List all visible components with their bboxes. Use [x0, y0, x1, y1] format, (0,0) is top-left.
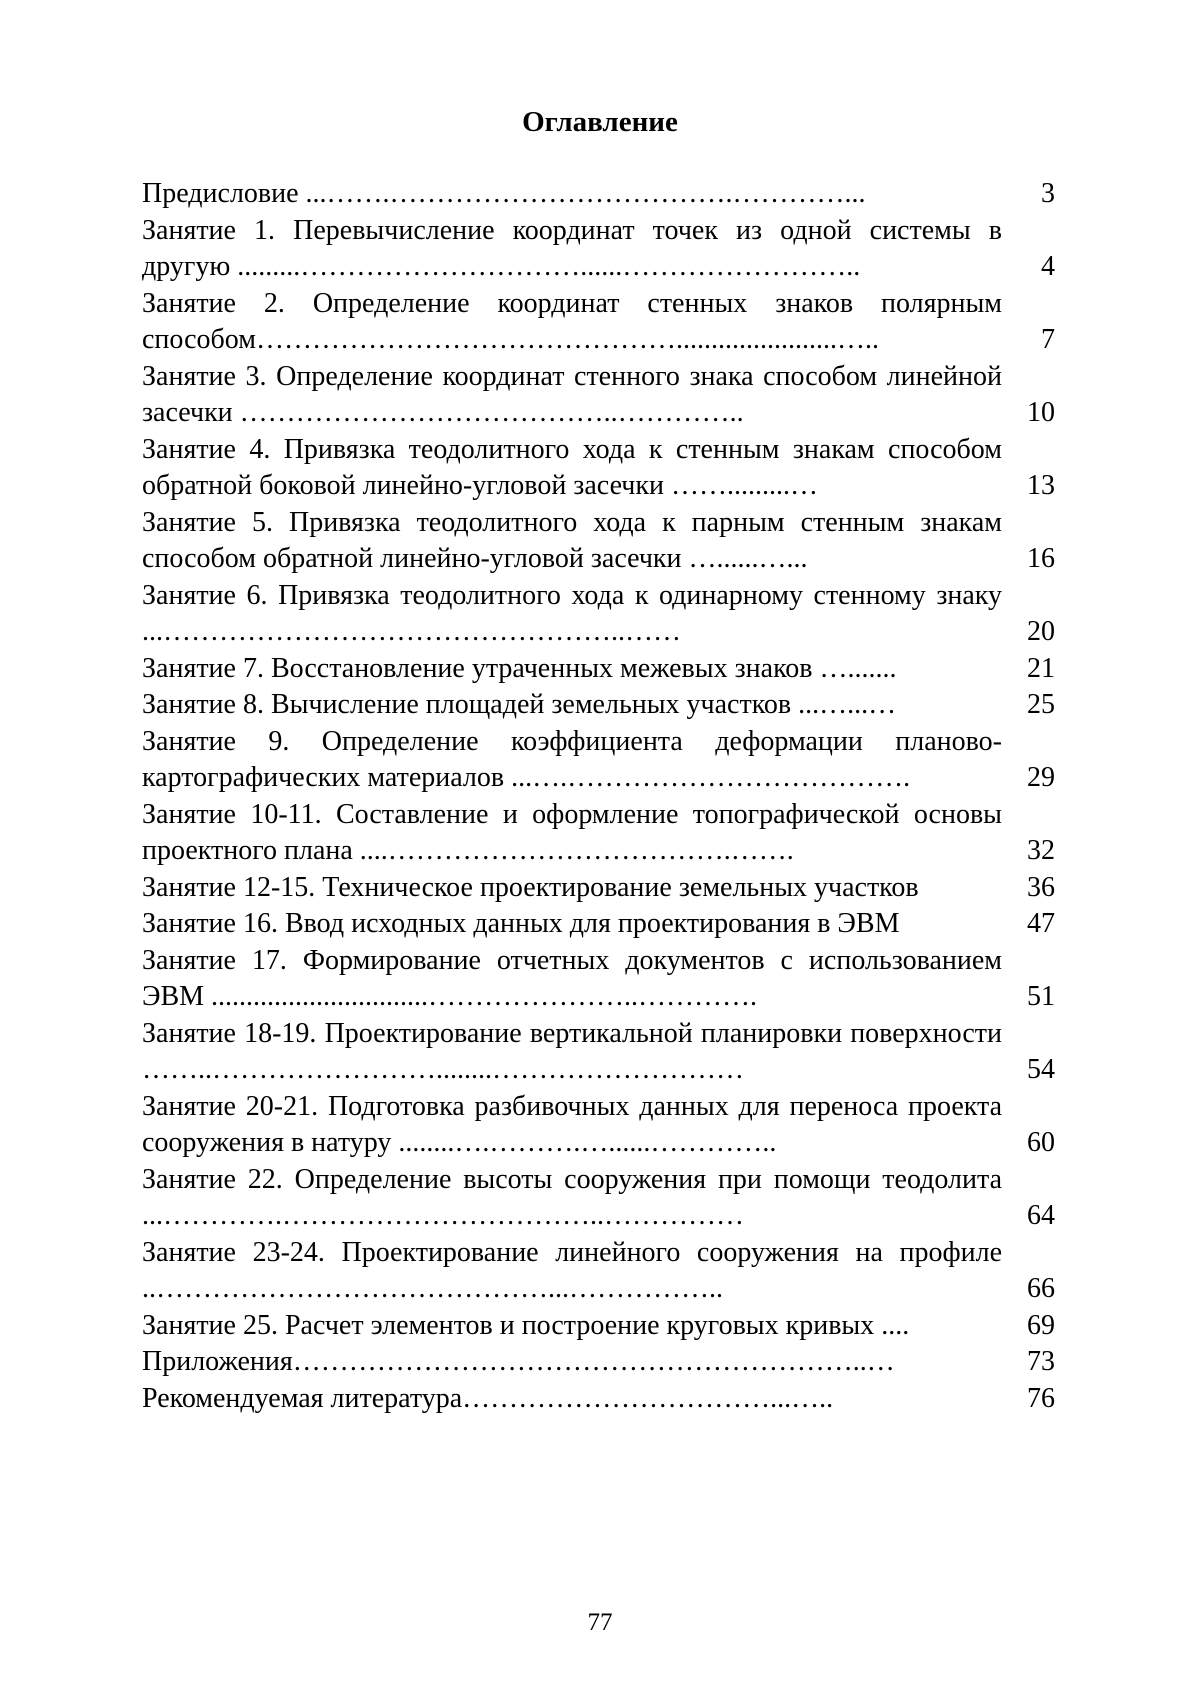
toc-entry-text: Занятие 7. Восстановление утраченных межевых знаков …....... — [142, 652, 897, 684]
toc-entry-text: Занятие 8. Вычисление площадей земельных участков ...…...… — [142, 689, 897, 720]
toc-entry-text: Занятие 6. Привязка теодолитного хода к одинарному стенному знаку ...…………………………………………..…… — [142, 579, 1002, 647]
toc-entry-page: 13 — [1027, 470, 1055, 501]
toc-entry-lesson-20-21 — [142, 1089, 1055, 1162]
toc-entry-lesson-6 — [142, 578, 1055, 651]
toc-entry-lesson-25 — [142, 1308, 1055, 1345]
toc-entry-lesson-9 — [142, 724, 1055, 797]
toc-entry-page: 66 — [1027, 1273, 1055, 1304]
toc-entry-page: 69 — [1027, 1309, 1055, 1341]
toc-entry-page: 10 — [1027, 397, 1055, 428]
toc-entry-text: Занятие 23-24. Проектирование линейного сооружения на профиле ..……………………………………...…………….. — [142, 1236, 1002, 1304]
toc-entry-lesson-23-24 — [142, 1235, 1055, 1308]
toc-entry-page: 54 — [1027, 1054, 1055, 1085]
page-title: Оглавление — [522, 106, 678, 138]
toc-entry-appendices — [142, 1344, 1055, 1381]
toc-entry-text: Приложения……………………………………………………..… — [142, 1346, 895, 1377]
toc-entry-page: 60 — [1027, 1127, 1055, 1158]
toc-entry-text: Занятие 12-15. Техническое проектирование земельных участков — [142, 871, 919, 903]
toc-entry-lesson-18-19 — [142, 1016, 1055, 1089]
toc-entry-page: 3 — [1041, 178, 1055, 209]
toc-entry-text: Занятие 5. Привязка теодолитного хода к парным стенным знакам способом обратной линейно-угловой засечки …......…... — [142, 506, 1002, 574]
toc-entry-page: 25 — [1027, 689, 1055, 720]
toc-entry-lesson-4 — [142, 432, 1055, 505]
table-of-contents — [142, 176, 1055, 1417]
toc-entry-page: 73 — [1027, 1346, 1055, 1377]
toc-entry-lesson-10-11 — [142, 797, 1055, 870]
toc-entry-page: 20 — [1027, 616, 1055, 647]
toc-entry-text: Занятие 9. Определение коэффициента деформации планово-картографических материалов ...….………………………………. — [142, 725, 1002, 793]
toc-entry-text: Рекомендуемая литература……………………………...….. — [142, 1382, 834, 1414]
toc-entry-lesson-7 — [142, 651, 1055, 688]
toc-entry-literature — [142, 1381, 1055, 1418]
toc-entry-text: Занятие 3. Определение координат стенного знака способом линейной засечки …………………………………..………….. — [142, 360, 1002, 428]
toc-entry-page: 51 — [1027, 981, 1055, 1012]
toc-entry-lesson-5 — [142, 505, 1055, 578]
toc-entry-page: 7 — [1041, 324, 1055, 355]
toc-entry-lesson-12-15 — [142, 870, 1055, 907]
toc-entry-text: Занятие 18-19. Проектирование вертикальной планировки поверхности ……..……………………........……………………… — [142, 1017, 1002, 1085]
toc-entry-text: Занятие 4. Привязка теодолитного хода к стенным знакам способом обратной боковой линейно-угловой засечки …….........… — [142, 433, 1002, 501]
toc-entry-page: 64 — [1027, 1200, 1055, 1231]
toc-entry-text: Занятие 22. Определение высоты сооружения при помощи теодолита ...………….……………………………..…………… — [142, 1163, 1002, 1231]
toc-entry-page: 47 — [1027, 908, 1055, 939]
toc-entry-lesson-16 — [142, 906, 1055, 943]
toc-entry-text: Занятие 2. Определение координат стенных знаков полярным способом……………………………………….......................….. — [142, 287, 1002, 355]
toc-entry-page: 4 — [1041, 251, 1055, 282]
toc-entry-preface — [142, 176, 1055, 213]
toc-entry-text: Занятие 25. Расчет элементов и построение круговых кривых .... — [142, 1309, 910, 1341]
toc-entry-text: Занятие 16. Ввод исходных данных для проектирования в ЭВМ — [142, 908, 900, 939]
toc-entry-text: Занятие 10-11. Составление и оформление топографической основы проектного плана ....……………………………….……. — [142, 798, 1002, 866]
toc-entry-lesson-2 — [142, 286, 1055, 359]
toc-entry-page: 32 — [1027, 835, 1055, 866]
toc-entry-lesson-3 — [142, 359, 1055, 432]
page-number: 77 — [587, 1609, 613, 1636]
toc-entry-page: 36 — [1027, 871, 1055, 903]
toc-entry-text: Занятие 17. Формирование отчетных документов с использованием ЭВМ ...............................…………………..…………. — [142, 944, 1002, 1012]
toc-entry-lesson-8 — [142, 687, 1055, 724]
toc-entry-text: Занятие 1. Перевычисление координат точек из одной системы в другую .........…………………………......…………………….. — [142, 214, 1002, 282]
toc-entry-page: 16 — [1027, 543, 1055, 574]
toc-entry-page: 29 — [1027, 762, 1055, 793]
toc-entry-page: 76 — [1027, 1382, 1055, 1414]
toc-entry-page: 21 — [1027, 652, 1055, 684]
toc-entry-lesson-17 — [142, 943, 1055, 1016]
toc-entry-text: Предисловие ...…….……………………………….…………... — [142, 178, 866, 209]
toc-entry-text: Занятие 20-21. Подготовка разбивочных данных для переноса проекта сооружения в натуру ........….……….…......………….. — [142, 1090, 1002, 1158]
toc-entry-lesson-1 — [142, 213, 1055, 286]
toc-entry-lesson-22 — [142, 1162, 1055, 1235]
